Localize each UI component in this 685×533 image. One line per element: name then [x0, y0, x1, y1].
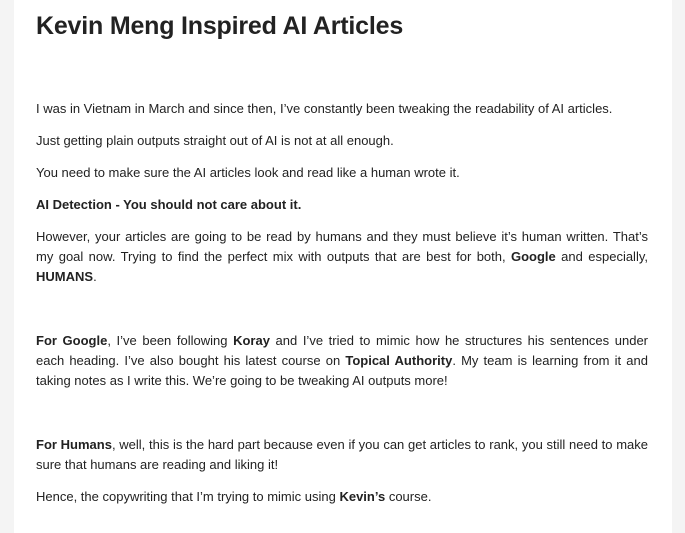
bold-topical-authority: Topical Authority: [345, 353, 453, 368]
bold-humans: HUMANS: [36, 269, 94, 284]
text-segment: . My team is learning from it and taking notes as I write this. We’re going to be tweaking AI outputs more!: [36, 353, 648, 388]
paragraph-plain-outputs: Just getting plain outputs straight out of AI is not at all enough.: [36, 133, 394, 148]
text-segment: .: [93, 269, 97, 284]
paragraph-human-wrote: You need to make sure the AI articles look and read like a human wrote it.: [36, 165, 460, 180]
bold-kevins: Kevin’s: [339, 489, 386, 504]
paragraph-for-humans: [36, 435, 648, 475]
text-segment: course.: [385, 489, 432, 504]
paragraph-for-google: [36, 331, 648, 391]
article-title: Kevin Meng Inspired AI Articles: [36, 12, 404, 40]
bold-for-humans: For Humans: [36, 437, 112, 452]
paragraph-copywriting: [36, 487, 648, 507]
ai-detection-heading: AI Detection - You should not care about it.: [36, 197, 302, 212]
text-segment: However, your articles are going to be read by humans and they must believe it’s human written. That’s my goal now. Trying to find the perfect mix with outputs that are best for both,: [36, 229, 648, 264]
text-segment: , I’ve been following: [107, 333, 234, 348]
article-body: [36, 99, 648, 507]
paragraph-vietnam: I was in Vietnam in March and since then, I’ve constantly been tweaking the readability of AI articles.: [36, 101, 613, 116]
paragraph-read-by-humans: [36, 227, 648, 287]
text-segment: and I’ve tried to mimic how he structures his sentences under each heading. I’ve also bought his latest course on: [36, 333, 649, 368]
text-segment: , well, this is the hard part because even if you can get articles to rank, you still need to make sure that humans are reading and liking it!: [36, 437, 648, 472]
article-page: [14, 0, 672, 533]
bold-for-google: For Google: [36, 333, 108, 348]
text-segment: and especially,: [555, 249, 648, 264]
text-segment: Hence, the copywriting that I’m trying to mimic using: [36, 489, 340, 504]
paragraph-ai-detection: [36, 195, 648, 215]
bold-google: Google: [511, 249, 556, 264]
bold-koray: Koray: [233, 333, 270, 348]
